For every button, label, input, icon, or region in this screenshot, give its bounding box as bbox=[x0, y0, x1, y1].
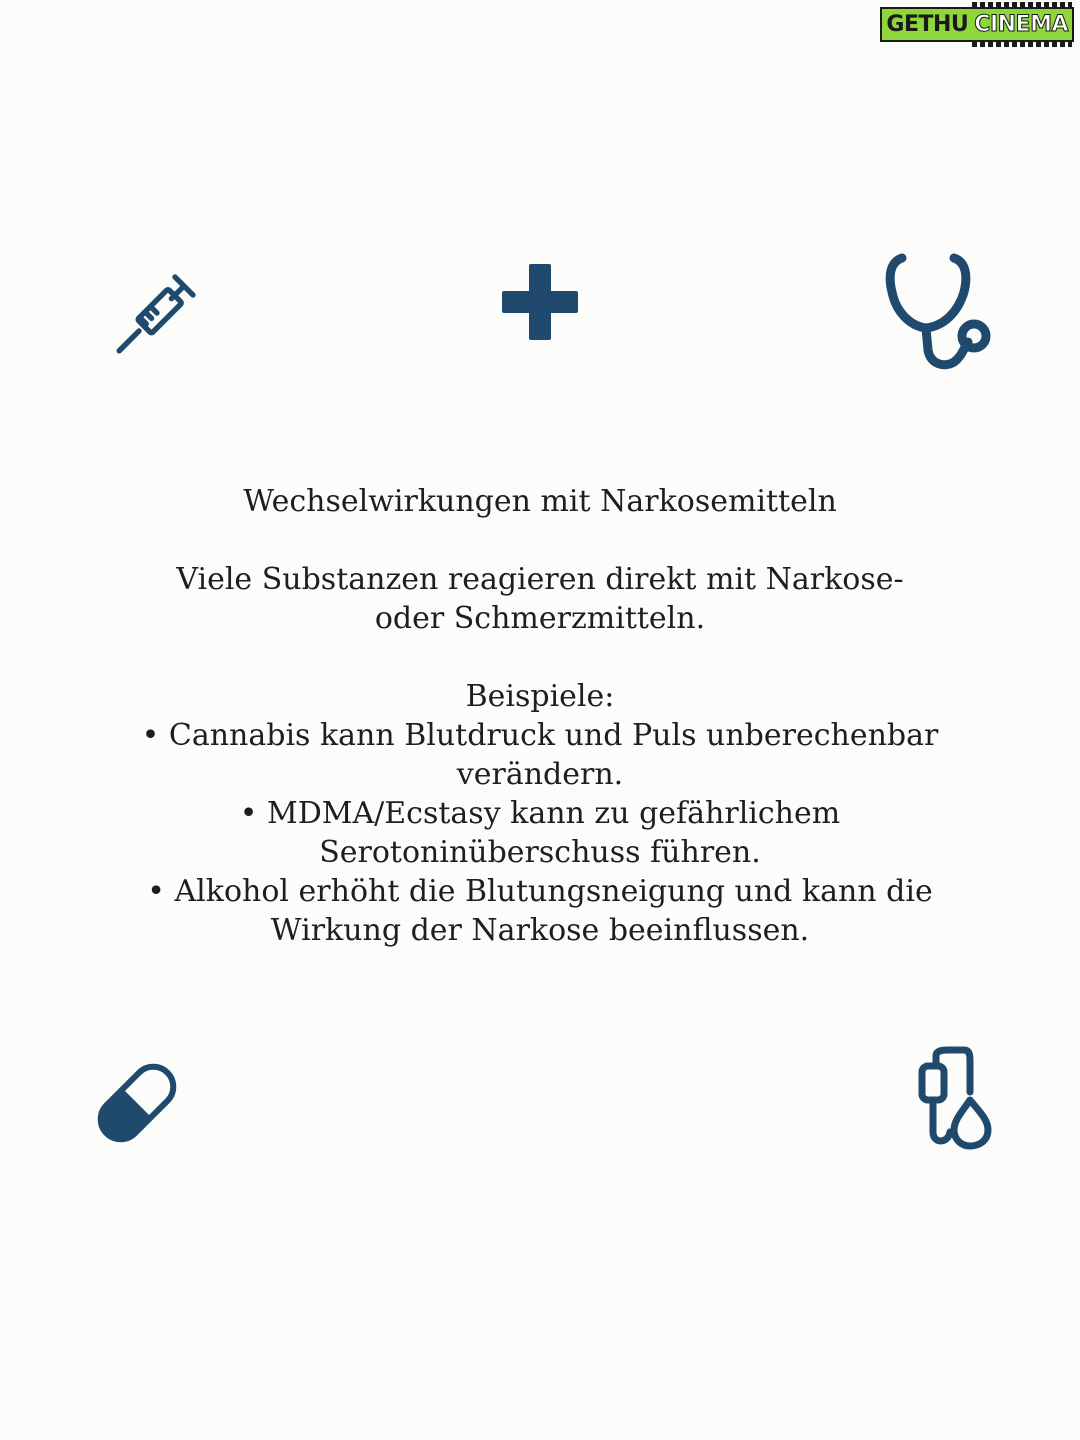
film-strip-bottom bbox=[972, 42, 1072, 47]
main-content bbox=[140, 482, 940, 950]
watermark-left-text: GETHU bbox=[880, 7, 972, 42]
spacer bbox=[140, 521, 940, 560]
intro-text: Viele Substanzen reagieren direkt mit Narkose- oder Schmerzmitteln. bbox=[176, 562, 904, 636]
stethoscope-icon bbox=[882, 246, 994, 372]
syringe-icon bbox=[112, 268, 202, 358]
example-item-cannabis: • Cannabis kann Blutdruck und Puls unberechenbar verändern. bbox=[141, 718, 939, 792]
watermark-right-text bbox=[972, 7, 1074, 42]
watermark-logo bbox=[880, 4, 1074, 44]
pill-icon bbox=[90, 1056, 184, 1150]
title: Wechselwirkungen mit Narkosemitteln bbox=[243, 484, 837, 519]
medical-cross-icon bbox=[500, 262, 580, 342]
example-item-mdma: • MDMA/Ecstasy kann zu gefährlichem Serotoninüberschuss führen. bbox=[239, 796, 841, 870]
iv-drip-icon bbox=[914, 1046, 998, 1150]
examples-heading: Beispiele: bbox=[465, 679, 615, 714]
film-strip-top bbox=[972, 2, 1072, 7]
watermark-right-label: CINEMA bbox=[974, 11, 1068, 37]
spacer bbox=[140, 638, 940, 677]
example-item-alcohol: • Alkohol erhöht die Blutungsneigung und kann die Wirkung der Narkose beeinflussen. bbox=[147, 874, 933, 948]
